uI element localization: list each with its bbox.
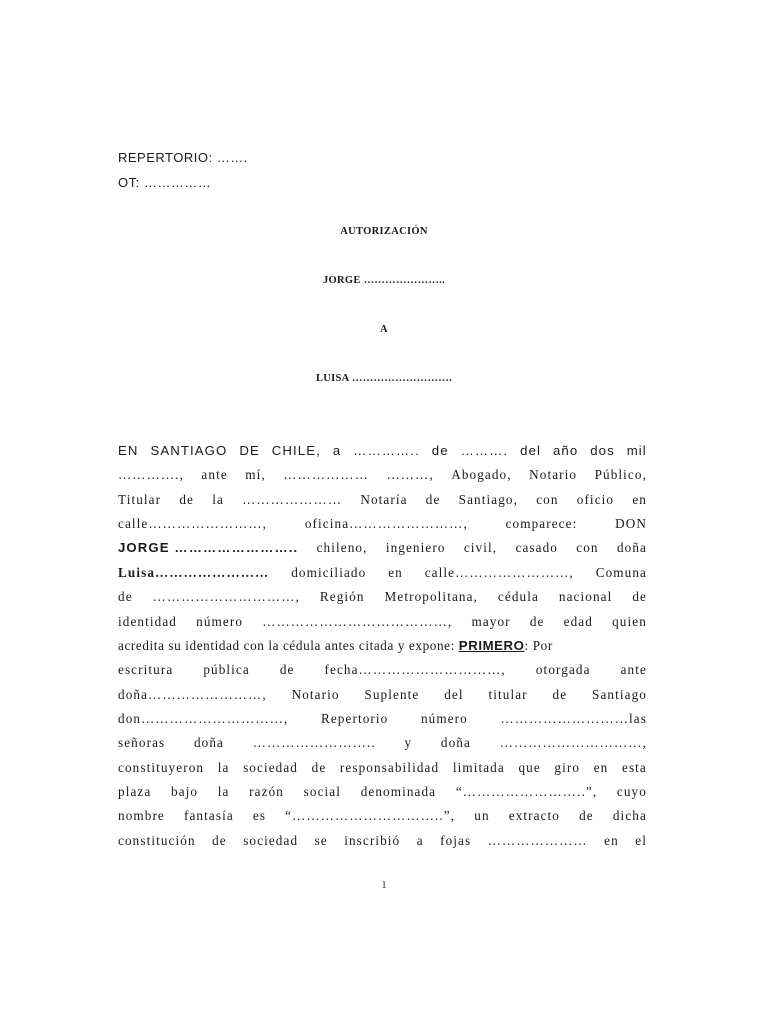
word: casado xyxy=(515,540,558,555)
word: “…………………………..”, xyxy=(285,808,456,823)
word: extracto xyxy=(508,808,561,823)
word: la xyxy=(217,760,230,775)
word: doña xyxy=(440,735,471,750)
word: ……………… xyxy=(283,467,369,482)
word: Público, xyxy=(594,467,647,482)
word: oficio xyxy=(576,492,615,507)
word: constituyeron xyxy=(118,760,205,775)
word: sociedad xyxy=(243,760,298,775)
word: identidad xyxy=(118,614,177,629)
word: responsabilidad xyxy=(339,760,440,775)
word: ………, xyxy=(386,467,434,482)
luisa-name: Luisa…………………… xyxy=(118,565,270,580)
word: año xyxy=(552,443,579,458)
word: a xyxy=(416,833,424,848)
body-line-9-text: acredita su identidad con la cédula antes citada y expone: xyxy=(118,638,455,653)
word: social xyxy=(303,784,342,799)
word: giro xyxy=(554,760,581,775)
word: de xyxy=(118,589,133,604)
body-line-14 xyxy=(118,760,647,776)
word: Metropolitana, xyxy=(384,589,478,604)
word: que xyxy=(518,760,541,775)
word: en xyxy=(604,833,619,848)
word: oficina……………………, xyxy=(304,516,468,531)
word: dos xyxy=(590,443,615,458)
word: doña xyxy=(616,540,647,555)
word: pública xyxy=(203,662,250,677)
word: en xyxy=(388,565,403,580)
word: número xyxy=(196,614,244,629)
page-number: 1 xyxy=(381,880,387,891)
body-line-13 xyxy=(118,735,647,751)
word: escritura xyxy=(118,662,174,677)
word: de xyxy=(425,492,441,507)
repertorio-line: REPERTORIO: ……. xyxy=(118,150,248,165)
body-line-9 xyxy=(118,638,647,654)
body-line-3 xyxy=(118,492,647,508)
word: bajo xyxy=(171,784,199,799)
word: Titular xyxy=(118,492,162,507)
word: Santiago xyxy=(592,687,647,702)
word: y xyxy=(404,735,413,750)
word: con xyxy=(576,540,599,555)
word: a xyxy=(332,443,342,458)
word: cédula xyxy=(497,589,539,604)
word: …………., xyxy=(118,467,184,482)
word: cuyo xyxy=(616,784,647,799)
word: Notario xyxy=(529,467,578,482)
word: …………………………, xyxy=(499,735,647,750)
word: …………………………………, xyxy=(262,614,453,629)
word: constitución xyxy=(118,833,196,848)
word: en xyxy=(632,492,647,507)
word: mil xyxy=(626,443,647,458)
word: de xyxy=(579,808,594,823)
word: ………. xyxy=(460,443,509,458)
word: CHILE, xyxy=(271,443,321,458)
word: domiciliado xyxy=(291,565,367,580)
word: Región xyxy=(319,589,365,604)
word: la xyxy=(212,492,224,507)
word: DE xyxy=(239,443,260,458)
word: de xyxy=(212,833,227,848)
word: limitada xyxy=(452,760,505,775)
title-jorge: JORGE ………………….. xyxy=(322,275,446,286)
word: nacional xyxy=(558,589,613,604)
word: EN xyxy=(118,443,139,458)
body-line-11 xyxy=(118,687,647,703)
word: DON xyxy=(615,516,647,531)
word: SANTIAGO xyxy=(150,443,228,458)
ot-line: OT: …………… xyxy=(118,175,212,190)
word: fecha…………………………, xyxy=(324,662,506,677)
word: ………………………las xyxy=(500,711,647,726)
word: ………………… xyxy=(487,833,588,848)
primero-heading: PRIMERO xyxy=(458,638,525,653)
word: “……………………..”, xyxy=(455,784,598,799)
word: Abogado, xyxy=(451,467,512,482)
word: Notario xyxy=(291,687,340,702)
word: comparece: xyxy=(505,516,578,531)
word: de xyxy=(552,687,568,702)
body-line-5 xyxy=(118,540,647,556)
word: nombre xyxy=(118,808,165,823)
word: Comuna xyxy=(595,565,647,580)
title-a: A xyxy=(380,324,388,335)
body-line-6 xyxy=(118,565,647,581)
title-luisa: LUISA ………………………. xyxy=(315,373,453,384)
word: sociedad xyxy=(243,833,299,848)
body-line-2 xyxy=(118,467,647,483)
body-line-15 xyxy=(118,784,647,800)
word: Santiago, xyxy=(458,492,518,507)
word: con xyxy=(536,492,559,507)
word: de xyxy=(431,443,449,458)
word: doña xyxy=(193,735,224,750)
body-line-17 xyxy=(118,833,647,849)
word: ante xyxy=(201,467,228,482)
title-autorizacion: AUTORIZACIÓN xyxy=(340,226,428,237)
body-line-10 xyxy=(118,662,647,678)
word: un xyxy=(474,808,490,823)
word: plaza xyxy=(118,784,152,799)
body-line-1 xyxy=(118,443,647,458)
body-line-16 xyxy=(118,808,647,824)
body-line-12 xyxy=(118,711,647,727)
word: de xyxy=(529,614,545,629)
word: civil, xyxy=(463,540,498,555)
word: mayor xyxy=(471,614,511,629)
word: en xyxy=(593,760,609,775)
word: titular xyxy=(488,687,528,702)
body-line-4 xyxy=(118,516,647,532)
word: …………………………, xyxy=(152,589,300,604)
word: Repertorio xyxy=(320,711,389,726)
word: de xyxy=(632,589,647,604)
word: fantasía xyxy=(183,808,234,823)
word: esta xyxy=(621,760,647,775)
word: chileno, xyxy=(316,540,368,555)
word: de xyxy=(179,492,194,507)
word: razón xyxy=(249,784,284,799)
word: ante xyxy=(620,662,647,677)
word: se xyxy=(314,833,328,848)
word: …………………….. xyxy=(252,735,376,750)
word: calle……………………, xyxy=(424,565,574,580)
word: mí, xyxy=(245,467,266,482)
word: denominada xyxy=(360,784,437,799)
word: ………………… xyxy=(242,492,343,507)
word: ………….. xyxy=(353,443,420,458)
word: dicha xyxy=(612,808,647,823)
word: la xyxy=(217,784,230,799)
word: edad xyxy=(563,614,593,629)
don-jorge-name: JORGE …………………….. xyxy=(118,540,299,555)
word: doña……………………, xyxy=(118,687,267,702)
word: don…………………………, xyxy=(118,711,289,726)
word: del xyxy=(444,687,464,702)
body-line-7 xyxy=(118,589,647,605)
word: inscribió xyxy=(344,833,401,848)
word: fojas xyxy=(440,833,472,848)
body-line-9-end: : Por xyxy=(524,638,553,653)
word: Notaría xyxy=(360,492,408,507)
word: número xyxy=(420,711,468,726)
word: Suplente xyxy=(364,687,420,702)
word: el xyxy=(635,833,647,848)
word: del xyxy=(520,443,542,458)
word: ingeniero xyxy=(385,540,446,555)
body-line-8 xyxy=(118,614,647,630)
word: calle……………………, xyxy=(118,516,268,531)
word: señoras xyxy=(118,735,166,750)
word: quien xyxy=(612,614,647,629)
word: de xyxy=(279,662,295,677)
word: es xyxy=(252,808,267,823)
word: de xyxy=(311,760,327,775)
word: otorgada xyxy=(535,662,591,677)
